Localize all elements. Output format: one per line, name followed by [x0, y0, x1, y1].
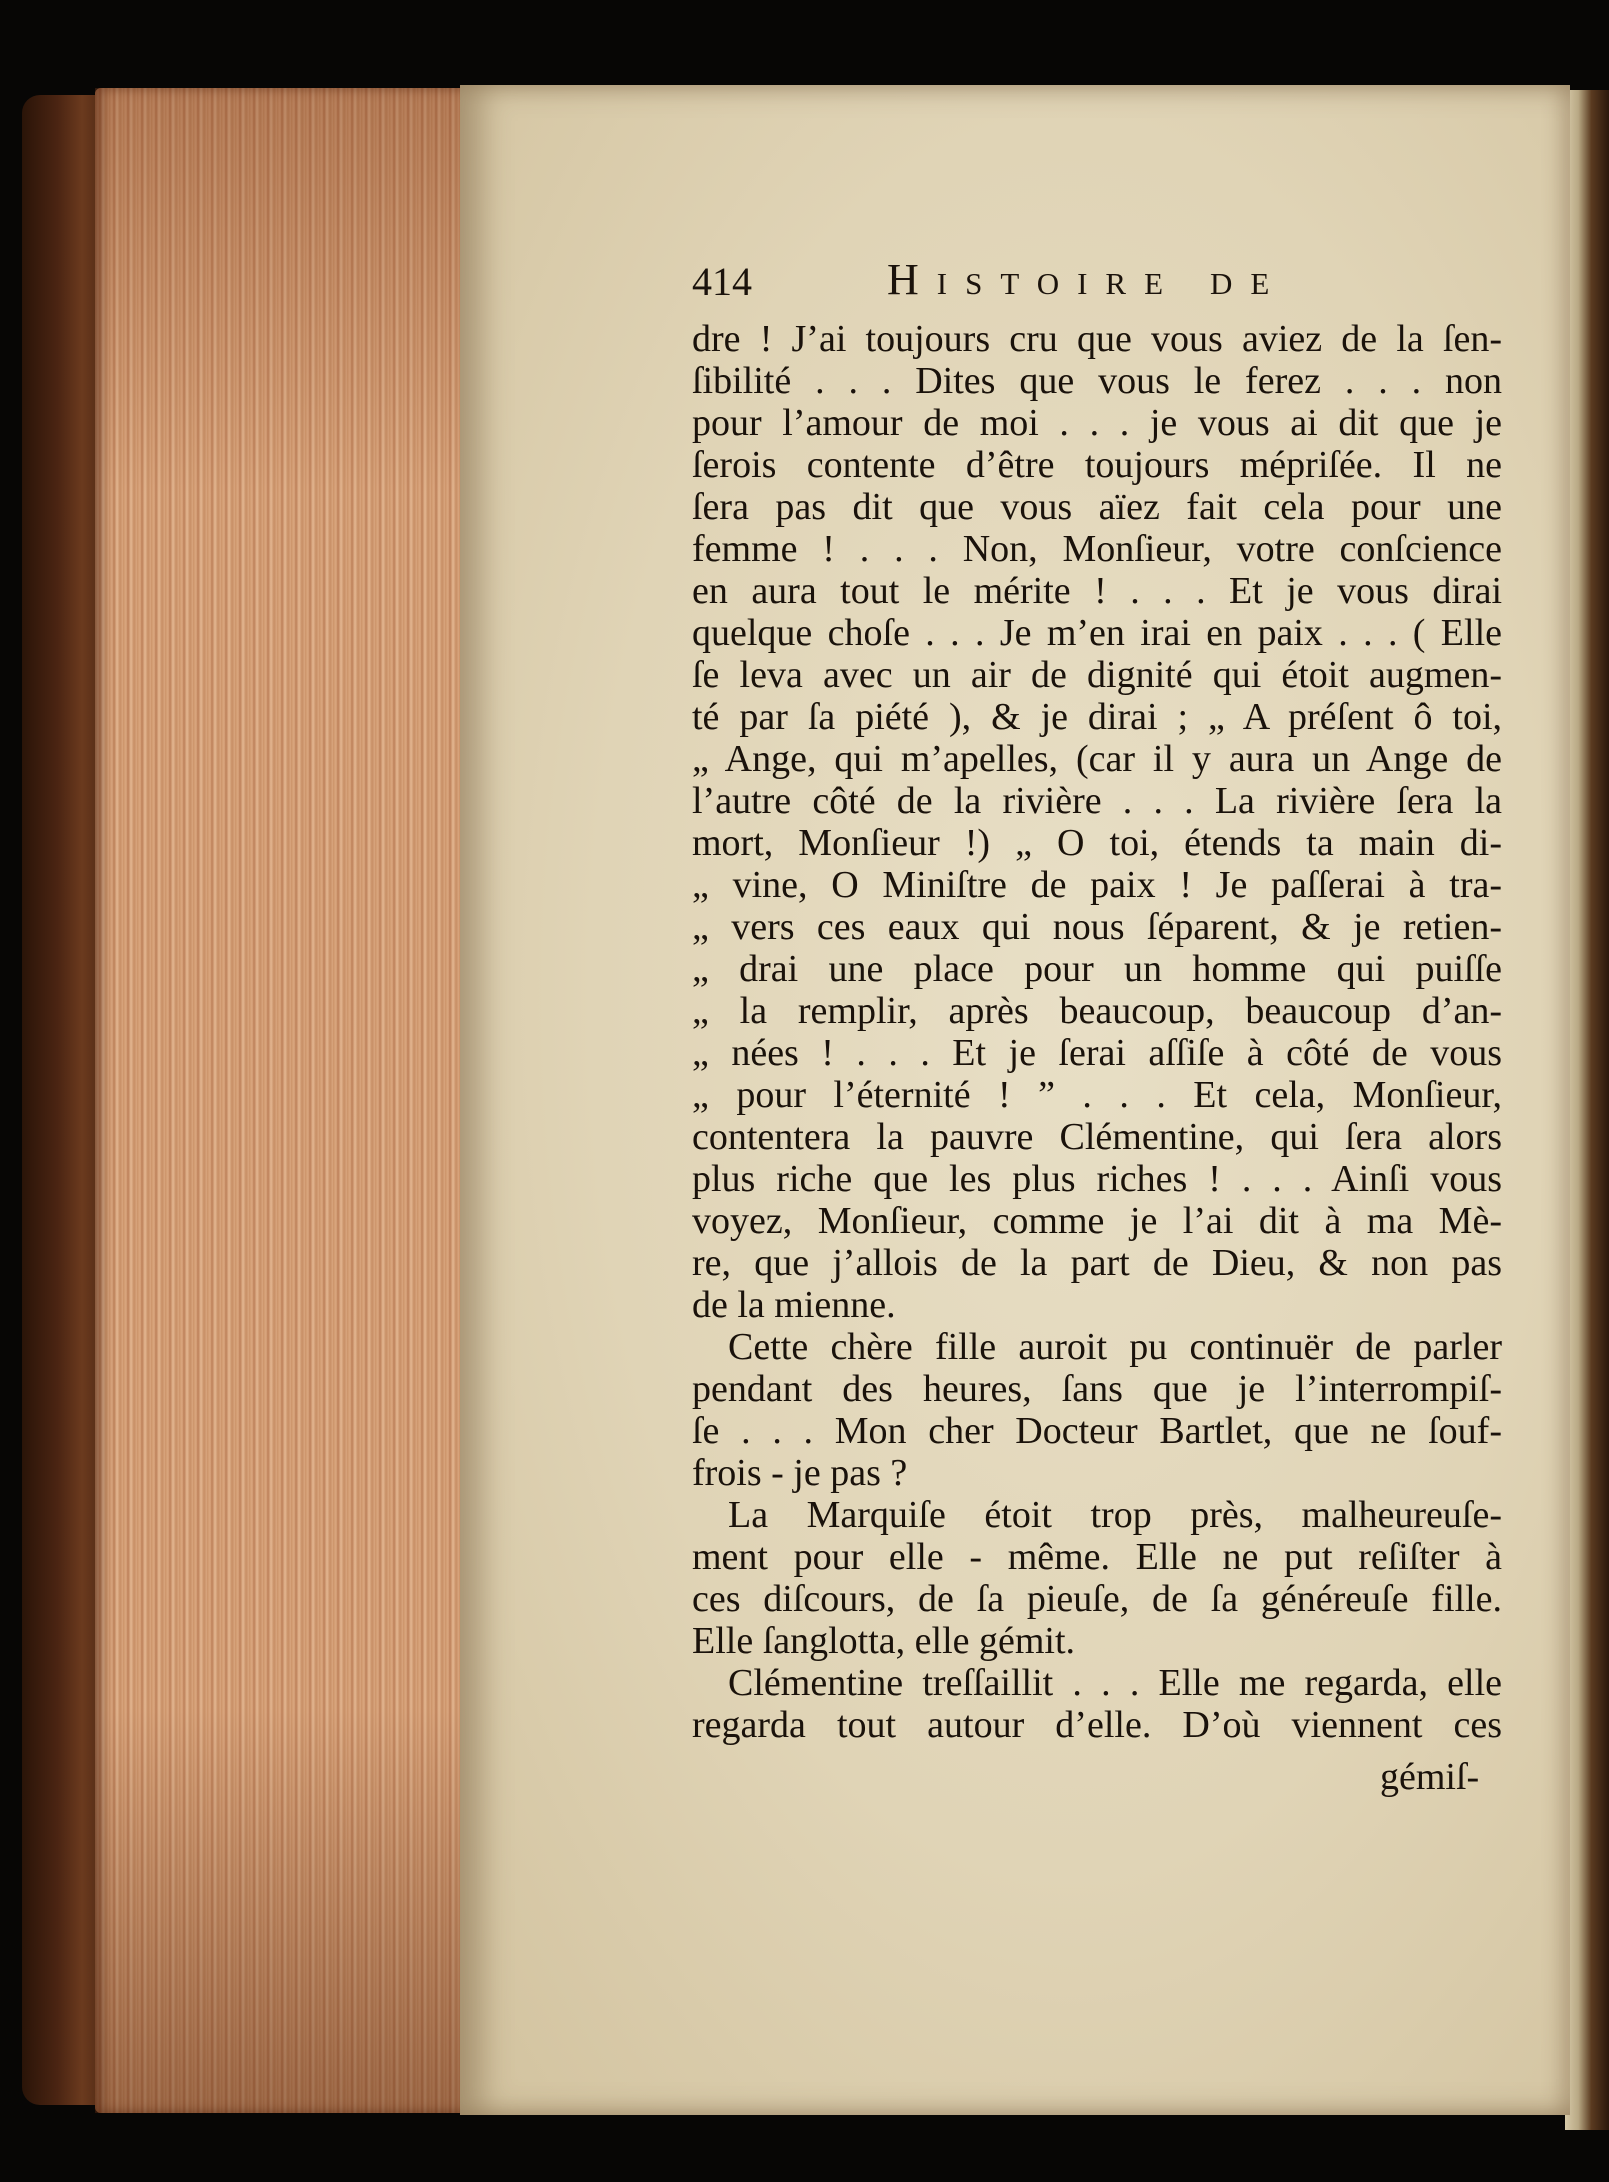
running-title: Histoire de	[887, 255, 1288, 304]
body-text	[692, 318, 1502, 1746]
text-line: ſe leva avec un air de dignité qui étoit augmen-	[692, 654, 1502, 696]
text-line: mort, Monſieur !) „ O toi, étends ta main di-	[692, 822, 1502, 864]
text-line: plus riche que les plus riches ! . . . Ainſi vous	[692, 1158, 1502, 1200]
text-line: re, que j’allois de la part de Dieu, & non pas	[692, 1242, 1502, 1284]
page-edges	[95, 88, 475, 2113]
catchword: gémiſ-	[1380, 1756, 1480, 1798]
text-line: frois - je pas ?	[692, 1452, 908, 1494]
text-line: „ pour l’éternité ! ” . . . Et cela, Monſieur,	[692, 1074, 1502, 1116]
text-line: ſera pas dit que vous aïez fait cela pour une	[692, 486, 1502, 528]
text-line: femme ! . . . Non, Monſieur, votre conſcience	[692, 528, 1502, 570]
text-line: pour l’amour de moi . . . je vous ai dit que je	[692, 402, 1502, 444]
text-line: quelque choſe . . . Je m’en irai en paix . . . ( Elle	[692, 612, 1502, 654]
text-line: „ nées ! . . . Et je ſerai aſſiſe à côté de vous	[692, 1032, 1502, 1074]
text-line: regarda tout autour d’elle. D’où viennent ces	[692, 1704, 1502, 1746]
page-number: 414	[692, 259, 752, 304]
text-line: l’autre côté de la rivière . . . La rivière ſera la	[692, 780, 1502, 822]
text-line: Elle ſanglotta, elle gémit.	[692, 1620, 1076, 1662]
text-line: „ Ange, qui m’apelles, (car il y aura un Ange de	[692, 738, 1502, 780]
text-line: Clémentine treſſaillit . . . Elle me regarda, elle	[728, 1662, 1502, 1704]
running-header	[692, 255, 1512, 318]
text-line: „ drai une place pour un homme qui puiſſe	[692, 948, 1502, 990]
text-line: pendant des heures, ſans que je l’interrompiſ-	[692, 1368, 1502, 1410]
text-line: La Marquiſe étoit trop près, malheureuſe-	[728, 1494, 1502, 1536]
text-line: ces diſcours, de ſa pieuſe, de ſa généreuſe fille.	[692, 1578, 1502, 1620]
text-line: „ vine, O Miniſtre de paix ! Je paſſerai à tra-	[692, 864, 1502, 906]
text-line: ſerois contente d’être toujours mépriſée. Il ne	[692, 444, 1502, 486]
text-line: voyez, Monſieur, comme je l’ai dit à ma Mè-	[692, 1200, 1502, 1242]
text-line: té par ſa piété ), & je dirai ; „ A préſent ô toi,	[692, 696, 1502, 738]
text-line: contentera la pauvre Clémentine, qui ſera alors	[692, 1116, 1502, 1158]
text-line: dre ! J’ai toujours cru que vous aviez de la ſen-	[692, 318, 1502, 360]
text-line: ſe . . . Mon cher Docteur Bartlet, que ne ſouf-	[692, 1410, 1502, 1452]
text-line: ſibilité . . . Dites que vous le ferez . . . non	[692, 360, 1502, 402]
text-line: en aura tout le mérite ! . . . Et je vous dirai	[692, 570, 1502, 612]
text-line: ment pour elle - même. Elle ne put reſiſter à	[692, 1536, 1502, 1578]
text-line: „ la remplir, après beaucoup, beaucoup d’an-	[692, 990, 1502, 1032]
text-line: „ vers ces eaux qui nous ſéparent, & je retien-	[692, 906, 1502, 948]
right-cover-edge	[1565, 90, 1609, 2130]
text-line: de la mienne.	[692, 1284, 896, 1326]
text-line: Cette chère fille auroit pu continuër de parler	[728, 1326, 1502, 1368]
